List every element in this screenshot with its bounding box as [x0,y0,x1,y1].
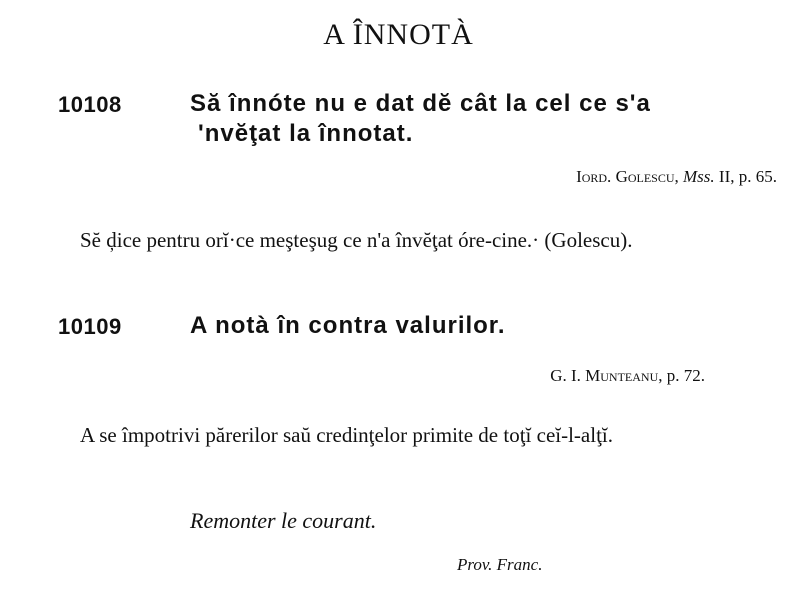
entry-number-10109: 10109 [58,314,122,339]
source-initials: G. I. [550,366,586,385]
explanation-10108: Sĕ ḑice pentru orĭ·ce meşteşug ce n'a învĕţat óre-cine.· (Golescu). [80,228,633,252]
source-rest: , p. 72. [658,366,705,385]
source-author: Munteanu [585,366,659,385]
explanation-10109: A se împotrivi părerilor saŭ credinţelor primite de toţĭ ceĭ-l-alţĭ. [80,423,613,447]
proverb-10108-line1: Să înnóte nu e dat dĕ cât la cel ce s'a [190,90,651,117]
french-translation: Remonter le courant. [190,508,377,533]
page-title: A ÎNNOTÀ [323,18,474,51]
source-work: Mss. [683,167,715,186]
source-author-first: Iord. [576,167,616,186]
proverb-10109: A notà în contra valurilor. [190,312,506,339]
translation-source: Prov. Franc. [457,555,543,574]
proverb-10108-line2: 'nvĕţat la înnotat. [198,120,414,147]
source-10108: Iord. Golescu, Mss. II, p. 65. [576,167,777,186]
source-rest: II, p. 65. [714,167,777,186]
source-10109 [550,366,705,386]
entry-number-10108: 10108 [58,92,122,117]
source-author-last: Golescu [615,167,675,186]
